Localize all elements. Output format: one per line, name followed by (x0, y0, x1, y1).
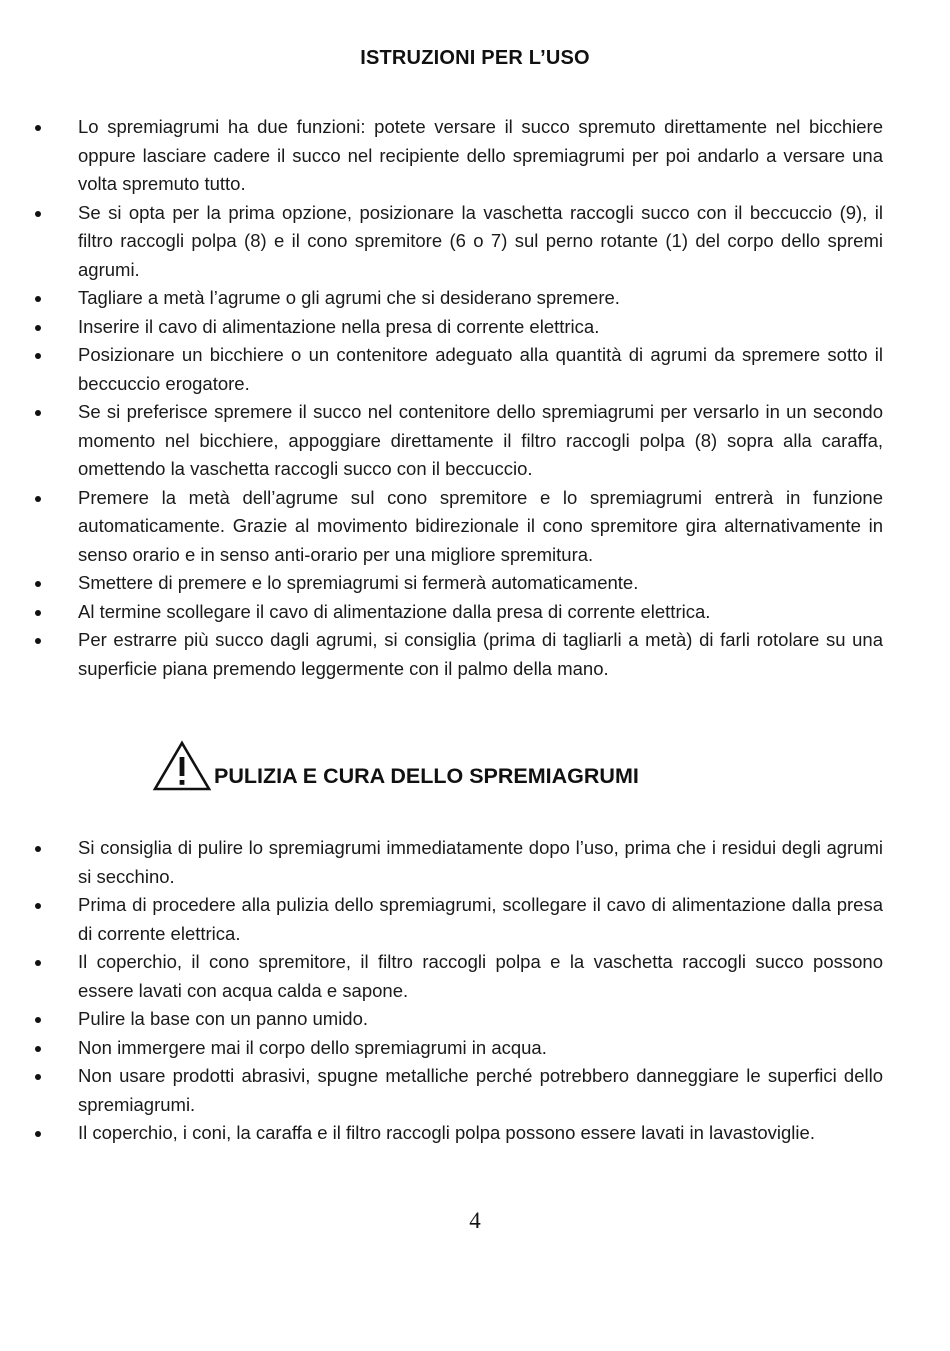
section-heading-pulizia (152, 738, 639, 794)
list-item (0, 569, 950, 598)
bullet-icon (35, 211, 41, 217)
section-title-istruzioni: ISTRUZIONI PER L’USO (360, 47, 590, 69)
list-item (0, 284, 950, 313)
bullet-icon (35, 296, 41, 302)
bullet-icon (35, 638, 41, 644)
section-title-pulizia: PULIZIA E CURA DELLO SPREMIAGRUMI (214, 763, 639, 788)
cleaning-list (0, 834, 950, 1148)
list-item-text: Lo spremiagrumi ha due funzioni: potete versare il succo spremuto direttamente nel bicchiere oppure lasciare cadere il succo nel recipiente dello spremiagrumi per poi andarlo a versare una volta spremuto tutto. (78, 116, 883, 194)
list-item-text: Non usare prodotti abrasivi, spugne metalliche perché potrebbero danneggiare le superfici dello spremiagrumi. (78, 1065, 883, 1115)
list-item-text: Se si preferisce spremere il succo nel contenitore dello spremiagrumi per versarlo in un secondo momento nel bicchiere, appoggiare direttamente il filtro raccogli polpa (8) sopra alla caraffa, omettendo la vaschetta raccogli succo con il beccuccio. (78, 401, 883, 479)
list-item-text: Smettere di premere e lo spremiagrumi si fermerà automaticamente. (78, 572, 639, 593)
list-item (0, 341, 950, 398)
list-item (0, 1062, 950, 1119)
warning-icon (152, 740, 212, 792)
list-item (0, 484, 950, 570)
bullet-icon (35, 1074, 41, 1080)
list-item-text: Premere la metà dell’agrume sul cono spremitore e lo spremiagrumi entrerà in funzione automaticamente. Grazie al movimento bidirezionale il cono spremitore gira alternativamente in senso orario e in senso anti-orario per una migliore spremitura. (78, 486, 883, 565)
list-item (0, 1005, 950, 1034)
bullet-icon (35, 353, 41, 359)
list-item-text: Si consiglia di pulire lo spremiagrumi immediatamente dopo l’uso, prima che i residui degli agrumi si secchino. (78, 837, 883, 887)
list-item (0, 199, 950, 285)
bullet-icon (35, 496, 41, 502)
list-item (0, 313, 950, 342)
page-number: 4 (469, 1208, 481, 1233)
list-item-text: Il coperchio, i coni, la caraffa e il filtro raccogli polpa possono essere lavati in lavastoviglie. (78, 1122, 815, 1143)
list-item-text: Tagliare a metà l’agrume o gli agrumi che si desiderano spremere. (78, 287, 620, 308)
list-item-text: Non immergere mai il corpo dello spremiagrumi in acqua. (78, 1036, 547, 1058)
bullet-icon (35, 610, 41, 616)
list-item-text: Inserire il cavo di alimentazione nella presa di corrente elettrica. (78, 315, 600, 337)
list-item-text: Posizionare un bicchiere o un contenitore adeguato alla quantità di agrumi da spremere sotto il beccuccio erogatore. (78, 344, 883, 394)
bullet-icon (35, 410, 41, 416)
list-item (0, 834, 950, 891)
list-item (0, 948, 950, 1005)
bullet-icon (35, 1046, 41, 1052)
bullet-icon (35, 1131, 41, 1137)
list-item (0, 113, 950, 199)
list-item-text: Se si opta per la prima opzione, posizionare la vaschetta raccogli succo con il beccuccio (9), il filtro raccogli polpa (8) e il cono spremitore (6 o 7) sul perno rotante (1) del corpo dello spremi agrumi. (78, 201, 883, 280)
list-item (0, 598, 950, 627)
list-item (0, 398, 950, 484)
bullet-icon (35, 581, 41, 587)
bullet-icon (35, 325, 41, 331)
bullet-icon (35, 1017, 41, 1023)
list-item-text: Per estrarre più succo dagli agrumi, si consiglia (prima di tagliarli a metà) di farli rotolare su una superficie piana premendo leggermente con il palmo della mano. (78, 629, 883, 679)
list-item (0, 626, 950, 683)
bullet-icon (35, 903, 41, 909)
list-item (0, 1119, 950, 1148)
list-item-text: Prima di procedere alla pulizia dello spremiagrumi, scollegare il cavo di alimentazione dalla presa di corrente elettrica. (78, 894, 883, 944)
bullet-icon (35, 846, 41, 852)
list-item-text: Pulire la base con un panno umido. (78, 1008, 369, 1029)
bullet-icon (35, 960, 41, 966)
bullet-icon (35, 125, 41, 131)
list-item-text: Al termine scollegare il cavo di alimentazione dalla presa di corrente elettrica. (78, 600, 711, 622)
instructions-list (0, 113, 950, 683)
list-item (0, 891, 950, 948)
list-item (0, 1034, 950, 1063)
list-item-text: Il coperchio, il cono spremitore, il filtro raccogli polpa e la vaschetta raccogli succo possono essere lavati con acqua calda e sapone. (78, 951, 883, 1001)
